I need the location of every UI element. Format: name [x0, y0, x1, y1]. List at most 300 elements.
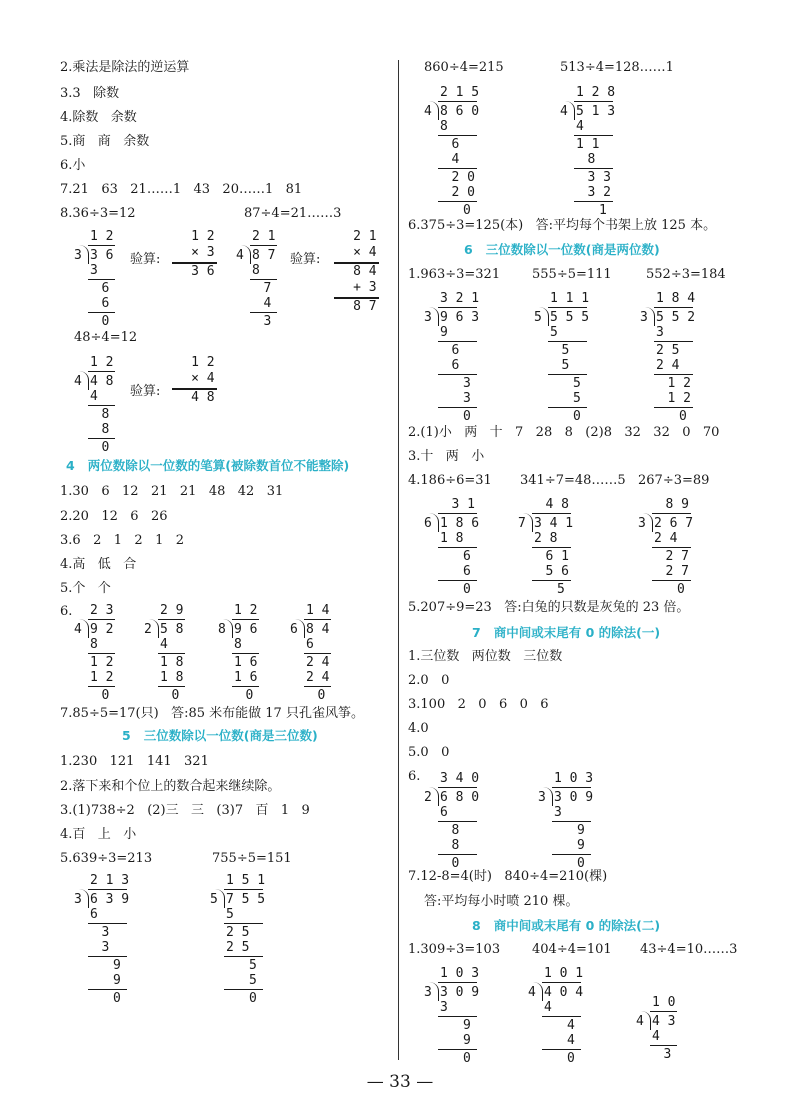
answer-line: 3.6 2 1 2 1 2: [60, 533, 185, 548]
step-underline: [438, 407, 477, 409]
division-step: 0: [245, 687, 254, 703]
division-step: 0: [113, 990, 121, 1006]
division-bracket-top: [250, 245, 277, 247]
answer-line: 87÷4=21……3: [244, 206, 342, 221]
divisor: 8: [218, 621, 226, 637]
answer-line: 5.0 0: [408, 745, 450, 760]
divisor: 4: [636, 1013, 644, 1029]
answer-line: 5.639÷3=213: [60, 851, 153, 866]
division-step: 3: [101, 924, 110, 940]
step-underline: [438, 821, 477, 823]
division-step: 5: [249, 973, 257, 988]
check-row: × 4: [191, 370, 215, 386]
step-underline: [250, 312, 277, 314]
division-step: 5: [561, 358, 570, 373]
answer-line: 755÷5=151: [212, 851, 292, 866]
step-underline: [548, 341, 587, 343]
quotient: 2 9: [160, 603, 184, 618]
division-bracket-top: [650, 1011, 677, 1013]
check-row: 1 2: [191, 355, 215, 370]
division-bracket-top: [232, 619, 259, 621]
division-step: 0: [679, 408, 687, 424]
divisor: 3: [424, 309, 432, 325]
quotient: 1 8 4: [656, 291, 696, 306]
step-underline: [654, 374, 693, 376]
division-step: 6: [463, 564, 471, 579]
division-step: 6: [451, 342, 460, 358]
answer-line: 5.商 商 余数: [60, 134, 150, 149]
answer-line: 验算:: [130, 384, 161, 399]
division-step: 6: [90, 907, 98, 922]
division-step: 2 5: [656, 342, 680, 358]
check-row: 1 2: [191, 229, 215, 244]
division-step: 0: [101, 313, 110, 329]
section-heading: 7 商中间或末尾有 0 的除法(一): [472, 625, 661, 640]
dividend: 3 4 1: [534, 515, 574, 531]
divisor: 4: [560, 103, 568, 119]
division-step: 1 8: [440, 531, 464, 546]
answer-line: 1.963÷3=321: [408, 267, 501, 282]
division-step: 4: [160, 637, 168, 652]
division-step: 2 0: [451, 185, 475, 200]
answer-line: 267÷3=89: [638, 473, 710, 488]
step-underline: [438, 374, 477, 376]
division-step: 5: [226, 907, 234, 922]
answer-line: 1.309÷3=103: [408, 942, 501, 957]
division-step: 8: [234, 637, 242, 652]
division-step: 8: [252, 263, 260, 278]
step-underline: [158, 653, 185, 655]
division-step: 3: [663, 1046, 672, 1062]
quotient: 1 5 1: [226, 873, 266, 888]
division-step: 1 2: [90, 670, 114, 685]
division-step: 3: [656, 325, 664, 340]
page-number: — 33 —: [366, 1072, 434, 1092]
check-row: 2 1: [353, 229, 377, 244]
division-step: 1 8: [160, 654, 184, 670]
division-bracket-top: [224, 889, 263, 891]
column-divider: [398, 60, 399, 1060]
answer-line: 6.小: [60, 158, 86, 173]
division-step: 3: [554, 805, 562, 820]
division-step: 0: [249, 990, 257, 1006]
division-step: 6: [440, 805, 448, 820]
check-row: × 3: [191, 244, 215, 260]
division-bracket-top: [532, 513, 571, 515]
division-bracket-top: [158, 619, 185, 621]
dividend: 4 3: [652, 1013, 676, 1029]
division-step: 9: [577, 838, 585, 853]
dividend: 5 5 5: [550, 309, 590, 325]
dividend: 3 0 9: [440, 984, 480, 1000]
step-underline: [224, 923, 263, 925]
check-row: 8 4: [353, 264, 377, 279]
quotient: 2 1: [252, 229, 276, 244]
step-underline: [574, 135, 613, 137]
check-row: 3 6: [191, 264, 215, 279]
division-step: 1 2: [667, 375, 691, 391]
dividend: 5 5 2: [656, 309, 696, 325]
step-underline: [552, 854, 591, 856]
division-step: 1 1: [576, 136, 600, 152]
step-underline: [224, 956, 263, 958]
step-underline: [88, 956, 127, 958]
step-underline: [88, 989, 127, 991]
step-underline: [548, 374, 587, 376]
section-heading: 8 商中间或末尾有 0 的除法(二): [472, 918, 661, 933]
divisor: 6: [424, 515, 432, 531]
division-step: 1 6: [234, 654, 258, 670]
section-heading: 5 三位数除以一位数(商是三位数): [122, 728, 318, 743]
division-step: 8: [101, 422, 110, 437]
division-step: 0: [317, 687, 326, 703]
step-underline: [654, 341, 693, 343]
quotient: 2 1 5: [440, 85, 480, 100]
dividend: 8 6 0: [440, 103, 480, 119]
division-step: 4: [90, 389, 98, 404]
answer-line: 4.除数 余数: [60, 110, 137, 125]
division-bracket-top: [574, 101, 613, 103]
step-underline: [438, 201, 477, 203]
division-step: 6 1: [545, 548, 569, 564]
divisor: 4: [236, 247, 244, 263]
dividend: 3 0 9: [554, 789, 594, 805]
step-underline: [438, 854, 477, 856]
step-underline: [654, 407, 693, 409]
divisor: 3: [638, 515, 646, 531]
quotient: 1 0 3: [440, 966, 480, 981]
division-step: 5 6: [545, 564, 569, 579]
quotient: 1 0: [652, 995, 676, 1010]
dividend: 6 8 0: [440, 789, 480, 805]
division-step: 4: [576, 119, 584, 134]
division-step: 8: [587, 152, 596, 167]
step-underline: [250, 279, 277, 281]
check-row: × 4: [353, 244, 377, 260]
division-step: 5: [249, 957, 257, 973]
quotient: 3 1: [451, 497, 475, 512]
step-underline: [438, 1049, 477, 1051]
step-underline: [650, 1045, 677, 1047]
division-step: 0: [171, 687, 180, 703]
quotient: 4 8: [545, 497, 569, 512]
quotient: 8 9: [665, 497, 689, 512]
division-step: 6: [306, 637, 314, 652]
check-row: + 3: [353, 279, 377, 295]
dividend: 9 6 3: [440, 309, 480, 325]
divisor: 4: [74, 621, 82, 637]
step-underline: [88, 923, 127, 925]
division-step: 2 4: [306, 670, 330, 685]
division-step: 0: [101, 687, 110, 703]
quotient: 3 2 1: [440, 291, 480, 306]
answer-line: 1.30 6 12 21 21 48 42 31: [60, 484, 284, 499]
division-step: 2 8: [534, 531, 558, 546]
division-bracket-top: [88, 371, 115, 373]
answer-line: 7.12-8=4(时) 840÷4=210(棵): [408, 869, 608, 884]
answer-line: 555÷5=111: [532, 267, 612, 282]
quotient: 1 2 8: [576, 85, 616, 100]
answer-line: 验算:: [130, 252, 161, 267]
division-step: 6: [451, 358, 460, 373]
division-step: 0: [101, 439, 110, 455]
quotient: 3 4 0: [440, 771, 480, 786]
step-underline: [88, 405, 115, 407]
division-step: 6: [451, 136, 460, 152]
division-step: 8: [451, 822, 460, 838]
division-step: 4: [567, 1033, 575, 1048]
answer-line: 404÷4=101: [532, 942, 612, 957]
step-underline: [88, 312, 115, 314]
step-underline: [438, 341, 477, 343]
quotient: 1 0 3: [554, 771, 594, 786]
answer-line: 8.36÷3=12: [60, 206, 136, 221]
divisor: 3: [424, 984, 432, 1000]
answer-line: 552÷3=184: [646, 267, 726, 282]
answer-line: 3.100 2 0 6 0 6: [408, 697, 549, 712]
divisor: 5: [210, 891, 218, 907]
section-heading: 6 三位数除以一位数(商是两位数): [464, 242, 660, 257]
divisor: 6: [290, 621, 298, 637]
division-step: 2 0: [451, 169, 475, 185]
step-underline: [574, 201, 613, 203]
division-step: 5: [557, 581, 565, 597]
division-step: 1: [599, 202, 607, 218]
dividend: 4 8: [90, 373, 114, 389]
division-step: 3: [90, 263, 98, 278]
division-step: 4: [544, 1000, 552, 1015]
division-bracket-top: [548, 307, 587, 309]
division-bracket-top: [542, 982, 581, 984]
step-underline: [552, 821, 591, 823]
division-bracket-top: [88, 245, 115, 247]
answer-line: 1.三位数 两位数 三位数: [408, 649, 563, 664]
answer-line: 验算:: [290, 252, 321, 267]
division-bracket-top: [654, 307, 693, 309]
dividend: 1 8 6: [440, 515, 480, 531]
step-underline: [574, 168, 613, 170]
step-underline: [438, 1016, 477, 1018]
answer-line: 2.乘法是除法的逆运算: [60, 60, 190, 75]
section-heading: 4 两位数除以一位数的笔算(被除数首位不能整除): [66, 458, 350, 473]
quotient: 1 1 1: [550, 291, 590, 306]
divisor: 4: [74, 373, 82, 389]
division-step: 9: [440, 325, 448, 340]
division-step: 2 5: [226, 924, 250, 940]
division-step: 8: [101, 406, 110, 422]
division-step: 5: [550, 325, 558, 340]
division-step: 2 4: [656, 358, 680, 373]
divisor: 7: [518, 515, 526, 531]
answer-line: 6.375÷3=125(本) 答:平均每个书架上放 125 本。: [408, 218, 717, 233]
answer-line: 5.个 个: [60, 581, 111, 596]
answer-line: 2.0 0: [408, 673, 450, 688]
division-step: 6: [101, 296, 110, 311]
answer-line: 4.高 低 合: [60, 557, 137, 572]
step-underline: [158, 686, 185, 688]
answer-line: 43÷4=10……3: [640, 942, 738, 957]
divisor: 5: [534, 309, 542, 325]
step-underline: [304, 653, 331, 655]
answer-line: 6.: [60, 604, 73, 619]
division-step: 8: [451, 838, 460, 853]
division-step: 1 6: [234, 670, 258, 685]
answer-line: 7.85÷5=17(只) 答:85 米布能做 17 只孔雀风筝。: [60, 706, 364, 721]
division-step: 0: [573, 408, 581, 424]
division-bracket-top: [438, 307, 477, 309]
division-step: 0: [463, 1050, 471, 1066]
division-step: 5: [573, 375, 581, 391]
division-step: 3: [463, 391, 471, 406]
step-underline: [88, 438, 115, 440]
answer-line: 2.(1)小 两 十 7 28 8 (2)8 32 32 0 70: [408, 425, 720, 440]
division-step: 3: [440, 1000, 448, 1015]
division-bracket-top: [88, 889, 127, 891]
division-step: 9: [113, 973, 121, 988]
division-step: 9: [463, 1033, 471, 1048]
division-step: 2 7: [665, 564, 689, 579]
division-step: 5: [561, 342, 570, 358]
dividend: 3 6: [90, 247, 114, 263]
division-step: 5: [573, 391, 581, 406]
step-underline: [652, 580, 691, 582]
dividend: 8 4: [306, 621, 330, 637]
division-step: 9: [463, 1017, 471, 1033]
dividend: 8 7: [252, 247, 276, 263]
division-step: 8: [90, 637, 98, 652]
step-underline: [652, 547, 691, 549]
step-underline: [224, 989, 263, 991]
division-bracket-top: [552, 787, 591, 789]
answer-line: 513÷4=128……1: [560, 60, 674, 75]
division-step: 3: [463, 375, 471, 391]
answer-line: 答:平均每小时喷 210 棵。: [424, 894, 579, 909]
divisor: 3: [538, 789, 546, 805]
quotient: 2 1 3: [90, 873, 130, 888]
step-underline: [232, 653, 259, 655]
division-step: 0: [463, 202, 471, 218]
division-step: 2 4: [306, 654, 330, 670]
answer-line: 4.0: [408, 721, 429, 736]
answer-line: 3.(1)738÷2 (2)三 三 (3)7 百 1 9: [60, 803, 310, 818]
dividend: 7 5 5: [226, 891, 266, 907]
step-underline: [88, 653, 115, 655]
dividend: 5 1 3: [576, 103, 616, 119]
check-row: 4 8: [191, 390, 215, 405]
division-step: 7: [263, 280, 272, 296]
division-step: 3 3: [587, 169, 611, 185]
quotient: 1 2: [234, 603, 258, 618]
step-underline: [438, 547, 477, 549]
divisor: 2: [424, 789, 432, 805]
division-step: 8: [440, 119, 448, 134]
division-step: 4: [263, 296, 272, 311]
divisor: 3: [74, 891, 82, 907]
answer-line: 1.230 121 141 321: [60, 754, 209, 769]
step-underline: [542, 1049, 581, 1051]
step-underline: [438, 580, 477, 582]
division-step: 4: [652, 1029, 660, 1044]
quotient: 1 2: [90, 229, 114, 244]
answer-line: 4.186÷6=31: [408, 473, 492, 488]
division-step: 1 2: [90, 654, 114, 670]
division-bracket-top: [438, 101, 477, 103]
step-underline: [548, 407, 587, 409]
division-step: 0: [463, 581, 471, 597]
answer-line: 3.3 除数: [60, 86, 120, 101]
division-step: 3: [263, 313, 272, 329]
division-step: 0: [567, 1050, 575, 1066]
quotient: 2 3: [90, 603, 114, 618]
division-step: 0: [677, 581, 685, 597]
division-step: 9: [113, 957, 121, 973]
division-step: 0: [463, 408, 471, 424]
step-underline: [88, 686, 115, 688]
division-step: 0: [577, 855, 585, 871]
answer-line: 2.落下来和个位上的数合起来继续除。: [60, 779, 281, 794]
division-step: 6: [101, 280, 110, 296]
division-step: 0: [451, 855, 460, 871]
division-step: 3 2: [587, 185, 611, 200]
answer-line: 6.: [408, 769, 421, 784]
dividend: 9 2: [90, 621, 114, 637]
answer-line: 3.十 两 小: [408, 449, 485, 464]
answer-line: 5.207÷9=23 答:白兔的只数是灰兔的 23 倍。: [408, 600, 690, 615]
answer-line: 2.20 12 6 26: [60, 509, 168, 524]
step-underline: [438, 168, 477, 170]
dividend: 6 3 9: [90, 891, 130, 907]
division-step: 1 8: [160, 670, 184, 685]
quotient: 1 2: [90, 355, 114, 370]
division-step: 3: [101, 940, 110, 955]
division-step: 9: [577, 822, 585, 838]
division-step: 4: [451, 152, 460, 167]
division-bracket-top: [88, 619, 115, 621]
answer-line: 7.21 63 21……1 43 20……1 81: [60, 182, 303, 197]
answer-line: 4.百 上 小: [60, 827, 137, 842]
division-bracket-top: [438, 787, 477, 789]
division-step: 4: [567, 1017, 575, 1033]
step-underline: [532, 547, 571, 549]
dividend: 5 8: [160, 621, 184, 637]
quotient: 1 4: [306, 603, 330, 618]
divisor: 2: [144, 621, 152, 637]
division-step: 1 2: [667, 391, 691, 406]
dividend: 2 6 7: [654, 515, 694, 531]
division-step: 2 4: [654, 531, 678, 546]
division-step: 2 7: [665, 548, 689, 564]
division-step: 2 5: [226, 940, 250, 955]
step-underline: [438, 135, 477, 137]
answer-line: 860÷4=215: [424, 60, 504, 75]
dividend: 9 6: [234, 621, 258, 637]
quotient: 1 0 1: [544, 966, 584, 981]
divisor: 4: [528, 984, 536, 1000]
step-underline: [232, 686, 259, 688]
step-underline: [88, 279, 115, 281]
division-bracket-top: [304, 619, 331, 621]
check-row: 8 7: [353, 299, 377, 314]
division-bracket-top: [438, 982, 477, 984]
step-underline: [304, 686, 331, 688]
dividend: 4 0 4: [544, 984, 584, 1000]
division-bracket-top: [652, 513, 691, 515]
divisor: 4: [424, 103, 432, 119]
answer-line: 48÷4=12: [74, 330, 138, 345]
answer-line: 341÷7=48……5: [520, 473, 626, 488]
division-step: 6: [463, 548, 471, 564]
divisor: 3: [74, 247, 82, 263]
